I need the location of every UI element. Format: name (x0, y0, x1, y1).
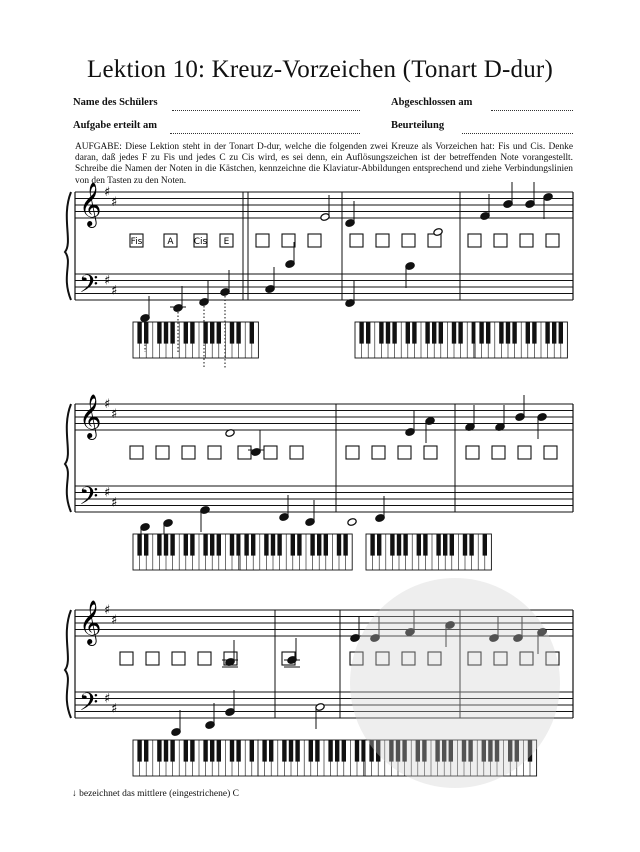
black-key (392, 322, 396, 344)
black-key (439, 322, 443, 344)
black-key (552, 322, 556, 344)
student-name-label: Name des Schülers (73, 97, 158, 108)
completed-on-label: Abgeschlossen am (391, 97, 473, 108)
keyboard-diagram (240, 534, 352, 570)
black-key (397, 534, 401, 556)
footnote-text: bezeichnet das mittlere (eingestrichene) C (79, 789, 239, 799)
bass-clef-icon: 𝄢 (79, 482, 99, 517)
black-key (450, 534, 454, 556)
black-key (483, 534, 487, 556)
black-key (164, 322, 168, 344)
answer-box (428, 234, 441, 247)
key-sharp-icon: ♯ (111, 194, 118, 210)
black-key (436, 534, 440, 556)
black-key (328, 740, 332, 762)
treble-clef-icon: 𝄞 (79, 600, 102, 644)
answer-box (282, 234, 295, 247)
black-key (157, 740, 161, 762)
answer-box (544, 446, 557, 459)
answer-box (238, 446, 251, 459)
black-key (499, 322, 503, 344)
key-sharp-icon: ♯ (111, 495, 118, 511)
black-key (377, 534, 381, 556)
black-key (230, 740, 234, 762)
black-key (210, 322, 214, 344)
black-key (230, 322, 234, 344)
black-key (315, 740, 319, 762)
black-key (386, 322, 390, 344)
middle-c-marker-icon: ↓ (72, 789, 77, 799)
black-key (262, 740, 266, 762)
black-key (297, 534, 301, 556)
black-key (532, 322, 536, 344)
black-key (417, 534, 421, 556)
black-key (282, 740, 286, 762)
black-key (506, 322, 510, 344)
bass-clef-icon: 𝄢 (79, 688, 99, 723)
black-key (432, 322, 436, 344)
black-key (217, 740, 221, 762)
answer-box (518, 446, 531, 459)
black-key (359, 322, 363, 344)
black-key (164, 740, 168, 762)
black-key (170, 740, 174, 762)
answer-box (350, 234, 363, 247)
black-key (203, 534, 207, 556)
black-key (295, 740, 299, 762)
black-key (184, 740, 188, 762)
black-key (236, 322, 240, 344)
key-sharp-icon: ♯ (111, 612, 118, 628)
black-key (559, 322, 563, 344)
black-key (370, 534, 374, 556)
black-key (264, 534, 268, 556)
black-key (230, 534, 234, 556)
answer-box (520, 234, 533, 247)
black-key (137, 534, 141, 556)
black-key (170, 322, 174, 344)
black-key (403, 534, 407, 556)
answer-box (492, 446, 505, 459)
answer-box (494, 234, 507, 247)
black-key (463, 534, 467, 556)
footnote (72, 789, 239, 799)
answer-box (172, 652, 185, 665)
example-note-name: Fis (130, 237, 143, 247)
brace (65, 404, 71, 512)
music-system (65, 182, 573, 368)
answer-box (308, 234, 321, 247)
key-sharp-icon: ♯ (111, 701, 118, 717)
black-key (452, 322, 456, 344)
black-key (203, 740, 207, 762)
key-sharp-icon: ♯ (104, 273, 111, 289)
black-key (458, 322, 462, 344)
black-key (291, 534, 295, 556)
black-key (309, 740, 313, 762)
answer-box (264, 446, 277, 459)
answer-box (376, 234, 389, 247)
black-key (157, 322, 161, 344)
black-key (217, 322, 221, 344)
keyboard-diagram (258, 740, 370, 776)
black-key (164, 534, 168, 556)
black-key (144, 322, 148, 344)
black-key (170, 534, 174, 556)
black-key (250, 322, 254, 344)
black-key (486, 322, 490, 344)
bass-clef-icon: 𝄢 (79, 270, 99, 305)
black-key (390, 534, 394, 556)
black-key (379, 322, 383, 344)
key-sharp-icon: ♯ (111, 406, 118, 422)
black-key (244, 534, 248, 556)
black-key (250, 740, 254, 762)
answer-box (372, 446, 385, 459)
black-key (271, 534, 275, 556)
answer-box (208, 446, 221, 459)
answer-box (130, 446, 143, 459)
black-key (469, 534, 473, 556)
key-sharp-icon: ♯ (104, 185, 111, 200)
black-key (289, 740, 293, 762)
black-key (137, 740, 141, 762)
answer-box (402, 234, 415, 247)
example-note-name: E (223, 237, 230, 247)
black-key (144, 740, 148, 762)
brace (65, 192, 71, 300)
key-sharp-icon: ♯ (104, 691, 111, 707)
black-key (203, 322, 207, 344)
black-key (210, 534, 214, 556)
answer-box (424, 446, 437, 459)
black-key (412, 322, 416, 344)
publisher-watermark (350, 578, 560, 788)
answer-box (120, 652, 133, 665)
black-key (512, 322, 516, 344)
black-key (443, 534, 447, 556)
black-key (137, 322, 141, 344)
assigned-on-label: Aufgabe erteilt am (73, 120, 157, 131)
black-key (545, 322, 549, 344)
black-key (144, 534, 148, 556)
black-key (343, 534, 347, 556)
answer-box (256, 234, 269, 247)
example-note-name: A (167, 237, 174, 247)
black-key (184, 534, 188, 556)
answer-box (466, 446, 479, 459)
black-key (184, 322, 188, 344)
black-key (337, 534, 341, 556)
grade-label: Beurteilung (391, 120, 445, 131)
example-note-name: Cis (193, 237, 208, 247)
black-key (251, 534, 255, 556)
black-key (355, 740, 359, 762)
black-key (366, 322, 370, 344)
black-key (190, 322, 194, 344)
black-key (324, 534, 328, 556)
black-key (236, 740, 240, 762)
black-key (269, 740, 273, 762)
music-system (65, 394, 573, 570)
key-sharp-icon: ♯ (104, 397, 111, 412)
black-key (425, 322, 429, 344)
answer-box (182, 446, 195, 459)
black-key (157, 534, 161, 556)
answer-box (468, 234, 481, 247)
answer-box (146, 652, 159, 665)
black-key (310, 534, 314, 556)
key-sharp-icon: ♯ (104, 603, 111, 618)
black-key (217, 534, 221, 556)
answer-box (398, 446, 411, 459)
black-key (406, 322, 410, 344)
black-key (423, 534, 427, 556)
black-key (277, 534, 281, 556)
note-head (347, 518, 357, 527)
key-sharp-icon: ♯ (104, 485, 111, 501)
instructions-text: AUFGABE: Diese Lektion steht in der Tonart D-dur, welche die folgenden zwei Kreuze als Vorzeichen hat: Fis und Cis. Denke daran, daß jedes F zu Fis und jedes C zu Cis wird, es sei denn, ein Auflösungszeichen ist der betreffenden Note vorangestellt. Schreibe die Namen der Noten in die Kästchen, kennzeichne die Klaviatur-Abbildungen entsprechend und ziehe Verbindungslinien von den Tasten zu den Noten. (75, 142, 573, 186)
treble-clef-icon: 𝄞 (79, 182, 102, 226)
black-key (317, 534, 321, 556)
black-key (335, 740, 339, 762)
black-key (526, 322, 530, 344)
answer-box (290, 446, 303, 459)
answer-box (346, 446, 359, 459)
black-key (479, 322, 483, 344)
key-sharp-icon: ♯ (111, 283, 118, 299)
black-key (190, 534, 194, 556)
black-key (210, 740, 214, 762)
answer-box (156, 446, 169, 459)
note-head (433, 228, 443, 237)
page-title: Lektion 10: Kreuz-Vorzeichen (Tonart D-dur) (87, 56, 553, 83)
treble-clef-icon: 𝄞 (79, 394, 102, 438)
answer-box (546, 234, 559, 247)
brace (65, 610, 71, 718)
answer-box (198, 652, 211, 665)
black-key (190, 740, 194, 762)
black-key (342, 740, 346, 762)
